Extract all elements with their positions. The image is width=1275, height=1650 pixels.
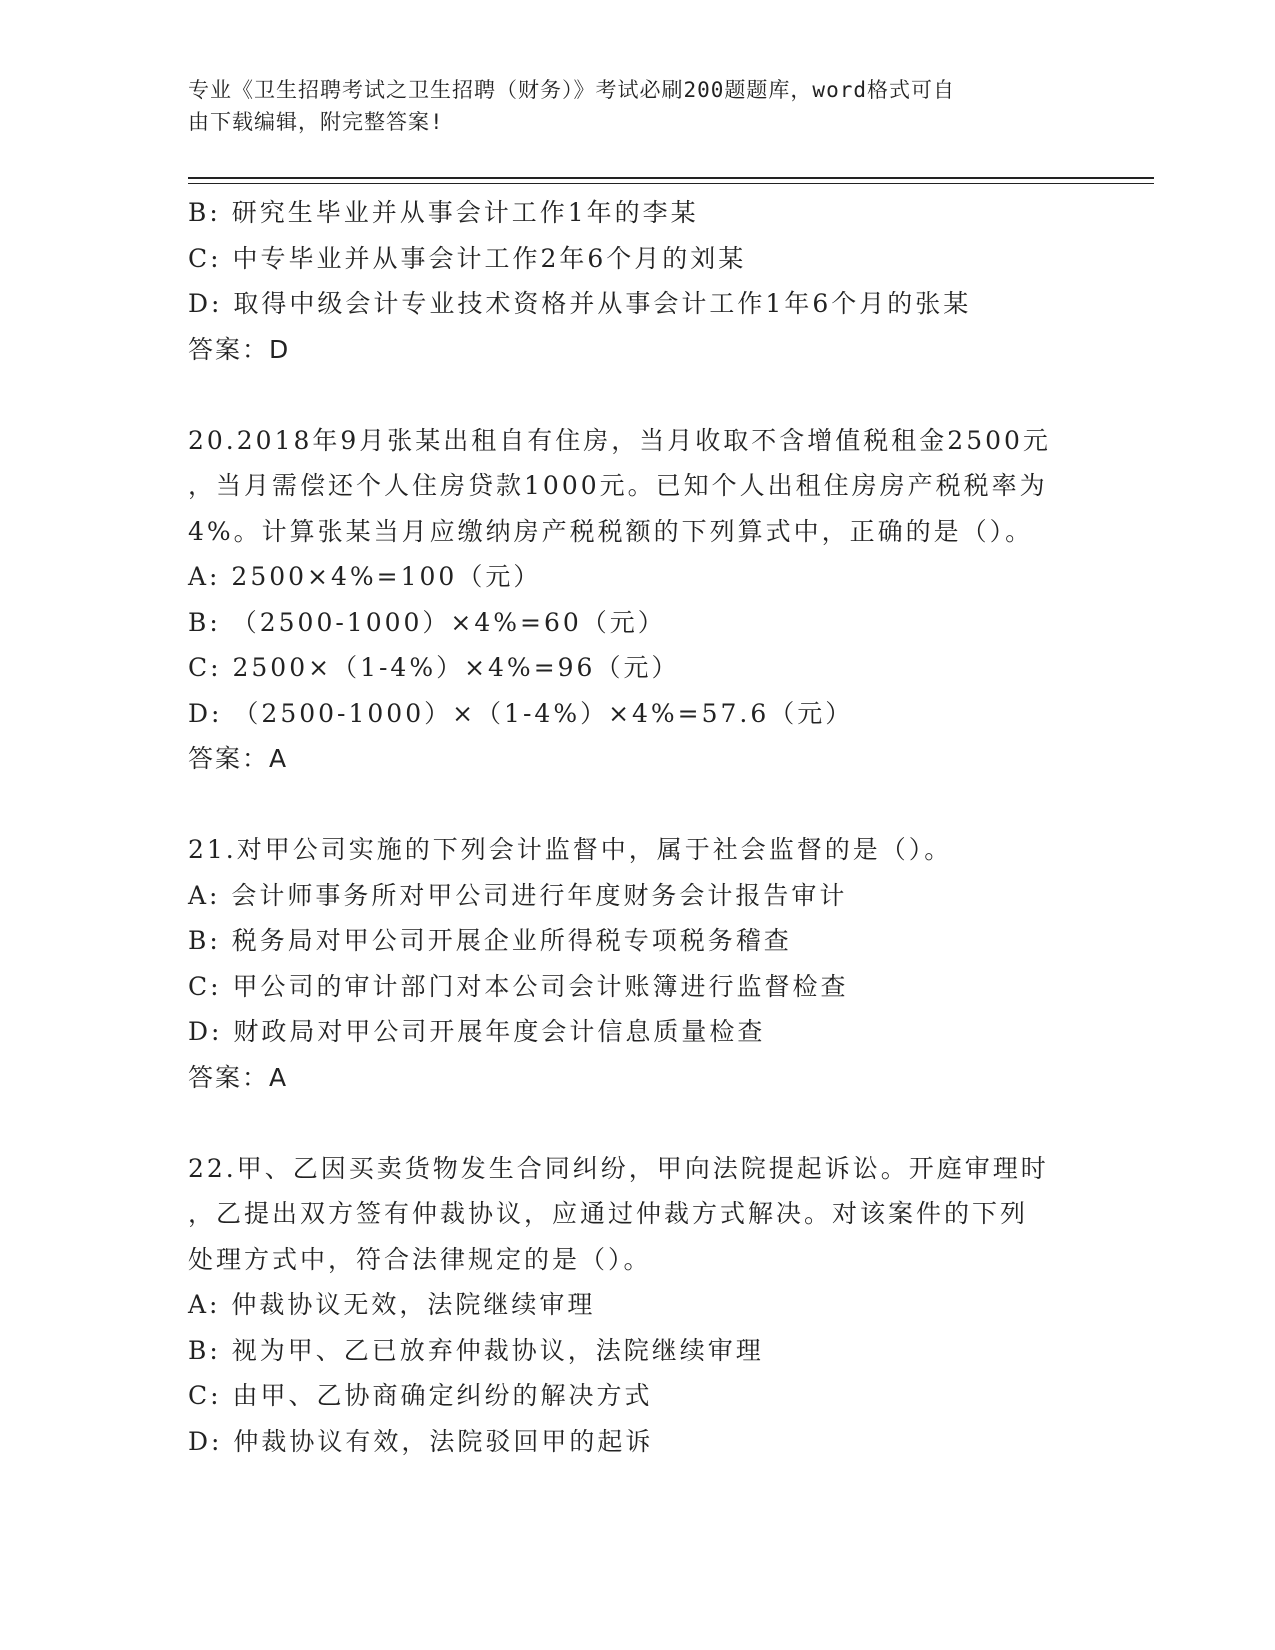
option-b: B: 税务局对甲公司开展企业所得税专项税务稽查 [188, 926, 792, 955]
header-rule-thick [188, 177, 1154, 179]
answer-line: 答案：A [188, 744, 289, 773]
answer-line: 答案：A [188, 1062, 289, 1092]
option-b: B: 视为甲、乙已放弃仲裁协议，法院继续审理 [188, 1335, 764, 1365]
question-19-tail [188, 190, 1088, 372]
spacer [188, 782, 1088, 828]
header-line-2: 由下载编辑，附完整答案! [188, 110, 444, 134]
answer-line: 答案：D [188, 334, 291, 364]
question-21 [188, 827, 1088, 1100]
option-b: B: 研究生毕业并从事会计工作1年的李某 [188, 198, 699, 227]
option-d: D: （2500-1000）×（1-4%）×4%=57.6（元） [188, 698, 854, 728]
question-20 [188, 418, 1088, 782]
option-d: D: 财政局对甲公司开展年度会计信息质量检查 [188, 1017, 766, 1046]
header-rule-thin [188, 183, 1154, 184]
question-stem-line: 20.2018年9月张某出租自有住房，当月收取不含增值税租金2500元 [188, 425, 1051, 455]
question-stem-line: 22.甲、乙因买卖货物发生合同纠纷，甲向法院提起诉讼。开庭审理时 [188, 1153, 1049, 1183]
question-stem-line: 处理方式中，符合法律规定的是（）。 [188, 1244, 652, 1274]
option-c: C: 中专毕业并从事会计工作2年6个月的刘某 [188, 243, 747, 273]
option-a: A: 2500×4%=100（元） [188, 562, 542, 591]
option-c: C: 2500×（1-4%）×4%=96（元） [188, 653, 680, 682]
question-stem-line: ，乙提出双方签有仲裁协议，应通过仲裁方式解决。对该案件的下列 [188, 1199, 1029, 1228]
question-stem-line: 21.对甲公司实施的下列会计监督中，属于社会监督的是（）。 [188, 835, 953, 864]
option-d: D: 取得中级会计专业技术资格并从事会计工作1年6个月的张某 [188, 289, 972, 318]
option-a: A: 会计师事务所对甲公司进行年度财务会计报告审计 [188, 880, 848, 910]
header-line-1: 专业《卫生招聘考试之卫生招聘（财务）》考试必刷200题题库，word格式可自 [188, 78, 955, 102]
option-c: C: 由甲、乙协商确定纠纷的解决方式 [188, 1381, 653, 1410]
option-d: D: 仲裁协议有效，法院驳回甲的起诉 [188, 1426, 654, 1456]
spacer [188, 1100, 1088, 1146]
option-b: B: （2500-1000）×4%=60（元） [188, 607, 666, 637]
question-22 [188, 1146, 1088, 1465]
option-a: A: 仲裁协议无效，法院继续审理 [188, 1290, 596, 1319]
question-stem-line: ，当月需偿还个人住房贷款1000元。已知个人出租住房房产税税率为 [188, 471, 1048, 500]
spacer [188, 372, 1088, 418]
question-stem-line: 4%。计算张某当月应缴纳房产税税额的下列算式中，正确的是（）。 [188, 516, 1034, 546]
document-header [188, 74, 1068, 138]
document-body [188, 190, 1088, 1464]
option-c: C: 甲公司的审计部门对本公司会计账簿进行监督检查 [188, 971, 849, 1001]
